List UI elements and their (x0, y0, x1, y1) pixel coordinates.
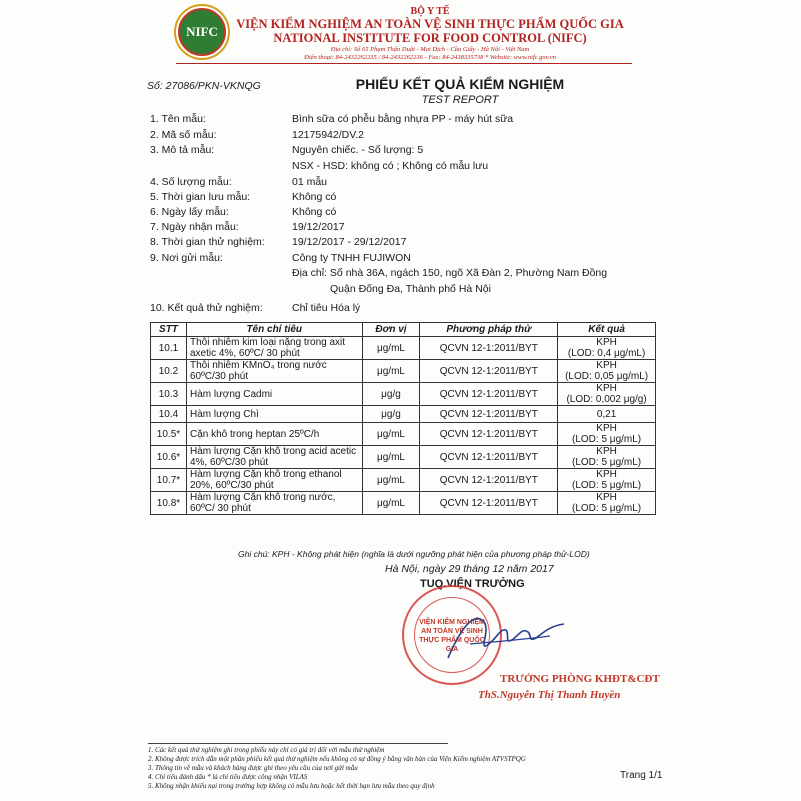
info-label: 2. Mã số mẫu: (150, 129, 217, 141)
institute-address: Địa chỉ: Số 65 Phạm Thận Duật - Mai Dịch - Cầu Giấy - Hà Nội - Việt Nam (330, 46, 530, 53)
unit-cell: μg/mL (362, 469, 420, 492)
result-cell: KPH (LOD: 5 μg/mL) (558, 492, 656, 515)
institute-contact: Điện thoại: 84-2432262235 / 84-2432262236 - Fax: 84-2438335738 * Website: www.nifc.gov.vn (304, 54, 556, 61)
info-label: 8. Thời gian thử nghiệm: (150, 236, 265, 248)
column-header: Tên chỉ tiêu (186, 323, 362, 337)
info-label: 7. Ngày nhận mẫu: (150, 221, 239, 233)
report-subtitle: TEST REPORT (421, 94, 499, 106)
info-value: Công ty TNHH FUJIWON (292, 252, 411, 264)
info-value: Địa chỉ: Số nhà 36A, ngách 150, ngõ Xã Đàn 2, Phường Nam Đồng (292, 267, 608, 279)
table-row (151, 406, 656, 423)
info-value: Quận Đống Đa, Thành phố Hà Nội (330, 283, 491, 295)
name-cell: Hàm lượng Cặn khô trong ethanol 20%, 60ºC/30 phút (186, 469, 362, 492)
institute-name-vn: VIỆN KIỂM NGHIỆM AN TOÀN VỆ SINH THỰC PHẨM QUỐC GIA (236, 17, 624, 31)
info-label: 6. Ngày lấy mẫu: (150, 206, 229, 218)
info-value: Chỉ tiêu Hóa lý (292, 302, 361, 314)
name-cell: Thôi nhiễm kim loại nặng trong axit axetic 4%, 60ºC/ 30 phút (186, 337, 362, 360)
header-divider (176, 63, 632, 64)
handwritten-signature (440, 600, 570, 670)
stt-cell: 10.2 (151, 360, 187, 383)
stt-cell: 10.1 (151, 337, 187, 360)
name-cell: Cặn khô trong heptan 25ºC/h (186, 423, 362, 446)
footnote: 4. Chỉ tiêu đánh dấu * là chỉ tiêu được công nhận VILAS (148, 773, 308, 781)
unit-cell: μg/mL (362, 337, 420, 360)
footnote-divider (148, 743, 448, 744)
document-number: Số: 27086/PKN-VKNQG (147, 80, 261, 92)
unit-cell: μg/mL (362, 446, 420, 469)
department-name: TRƯỞNG PHÒNG KHĐT&CĐT (500, 673, 660, 685)
result-cell: KPH (LOD: 0,002 μg/g) (558, 383, 656, 406)
stamp-text: VIỆN KIỂM NGHIỆM AN TOÀN VỆ SINH THỰC PHẨM QUỐC GIA (419, 619, 485, 653)
result-cell: KPH (LOD: 0,05 μg/mL) (558, 360, 656, 383)
info-label: 5. Thời gian lưu mẫu: (150, 191, 251, 203)
method-cell: QCVN 12-1:2011/BYT (420, 406, 558, 423)
result-cell: KPH (LOD: 5 μg/mL) (558, 469, 656, 492)
unit-cell: μg/mL (362, 423, 420, 446)
footnote: 1. Các kết quả thử nghiệm ghi trong phiếu này chỉ có giá trị đối với mẫu thử nghiệm (148, 746, 385, 754)
method-cell: QCVN 12-1:2011/BYT (420, 492, 558, 515)
info-label: 4. Số lượng mẫu: (150, 176, 232, 188)
stt-cell: 10.6* (151, 446, 187, 469)
name-cell: Hàm lượng Cadmi (186, 383, 362, 406)
result-cell: KPH (LOD: 5 μg/mL) (558, 446, 656, 469)
column-header: Đơn vị (362, 323, 420, 337)
institute-name-en: NATIONAL INSTITUTE FOR FOOD CONTROL (NIFC) (273, 31, 587, 45)
info-value: 12175942/DV.2 (292, 129, 365, 141)
info-value: 19/12/2017 - 29/12/2017 (292, 236, 407, 248)
page-number: Trang 1/1 (620, 770, 663, 781)
method-cell: QCVN 12-1:2011/BYT (420, 423, 558, 446)
result-cell: KPH (LOD: 0,4 μg/mL) (558, 337, 656, 360)
column-header: STT (151, 323, 187, 337)
info-value: Bình sữa có phễu bằng nhựa PP - máy hút sữa (292, 113, 514, 125)
info-label: 3. Mô tả mẫu: (150, 144, 215, 156)
table-row (151, 383, 656, 406)
footnote: 5. Không nhận khiếu nại trong trường hợp không có mẫu lưu hoặc hết thời hạn lưu mẫu theo quy định (148, 782, 435, 790)
unit-cell: μg/g (362, 383, 420, 406)
info-value: Không có (292, 191, 337, 203)
name-cell: Hàm lượng Cặn khô trong acid acetic 4%, 60ºC/30 phút (186, 446, 362, 469)
method-cell: QCVN 12-1:2011/BYT (420, 469, 558, 492)
name-cell: Hàm lượng Cặn khô trong nước, 60ºC/ 30 phút (186, 492, 362, 515)
info-value: Nguyên chiếc. - Số lượng: 5 (292, 144, 424, 156)
result-cell: 0,21 (558, 406, 656, 423)
name-cell: Hàm lượng Chì (186, 406, 362, 423)
ministry-name: BỘ Y TẾ (410, 6, 450, 17)
stt-cell: 10.4 (151, 406, 187, 423)
stt-cell: 10.3 (151, 383, 187, 406)
method-cell: QCVN 12-1:2011/BYT (420, 360, 558, 383)
footnote: 2. Không được trích dẫn một phần phiếu kết quả thử nghiệm nếu không có sự đồng ý bằng văn bản của Viện Kiểm nghiệm ATVSTPQG (148, 755, 526, 763)
table-row (151, 446, 656, 469)
method-cell: QCVN 12-1:2011/BYT (420, 446, 558, 469)
table-row (151, 469, 656, 492)
name-cell: Thôi nhiễm KMnO₄ trong nước 60ºC/30 phút (186, 360, 362, 383)
unit-cell: μg/mL (362, 360, 420, 383)
signer-name: ThS.Nguyễn Thị Thanh Huyền (478, 689, 621, 701)
table-row (151, 337, 656, 360)
report-title: PHIẾU KẾT QUẢ KIỂM NGHIỆM (355, 76, 565, 92)
table-row (151, 360, 656, 383)
info-value: 01 mẫu (292, 176, 328, 188)
column-header: Phương pháp thử (420, 323, 558, 337)
table-row (151, 423, 656, 446)
info-label: 1. Tên mẫu: (150, 113, 206, 125)
results-table (150, 322, 656, 515)
footnote: 3. Thông tin về mẫu và khách hàng được ghi theo yêu cầu của nơi gửi mẫu (148, 764, 358, 772)
info-value: 19/12/2017 (292, 221, 345, 233)
method-cell: QCVN 12-1:2011/BYT (420, 337, 558, 360)
info-value: NSX - HSD: không có ; Không có mẫu lưu (292, 160, 489, 172)
unit-cell: μg/mL (362, 492, 420, 515)
unit-cell: μg/g (362, 406, 420, 423)
info-label: 10. Kết quả thử nghiệm: (150, 302, 263, 314)
issue-date: Hà Nội, ngày 29 tháng 12 năm 2017 (385, 563, 554, 575)
table-note: Ghi chú: KPH - Không phát hiện (nghĩa là dưới ngưỡng phát hiện của phương pháp thử-LOD) (238, 549, 590, 559)
info-value: Không có (292, 206, 337, 218)
stt-cell: 10.7* (151, 469, 187, 492)
stt-cell: 10.8* (151, 492, 187, 515)
column-header: Kết quả (558, 323, 656, 337)
info-label: 9. Nơi gửi mẫu: (150, 252, 223, 264)
table-header-row (151, 323, 656, 337)
stt-cell: 10.5* (151, 423, 187, 446)
table-row (151, 492, 656, 515)
result-cell: KPH (LOD: 5 μg/mL) (558, 423, 656, 446)
nifc-logo: NIFC (178, 8, 226, 56)
signature-title: TUQ.VIỆN TRƯỞNG (420, 578, 525, 590)
method-cell: QCVN 12-1:2011/BYT (420, 383, 558, 406)
